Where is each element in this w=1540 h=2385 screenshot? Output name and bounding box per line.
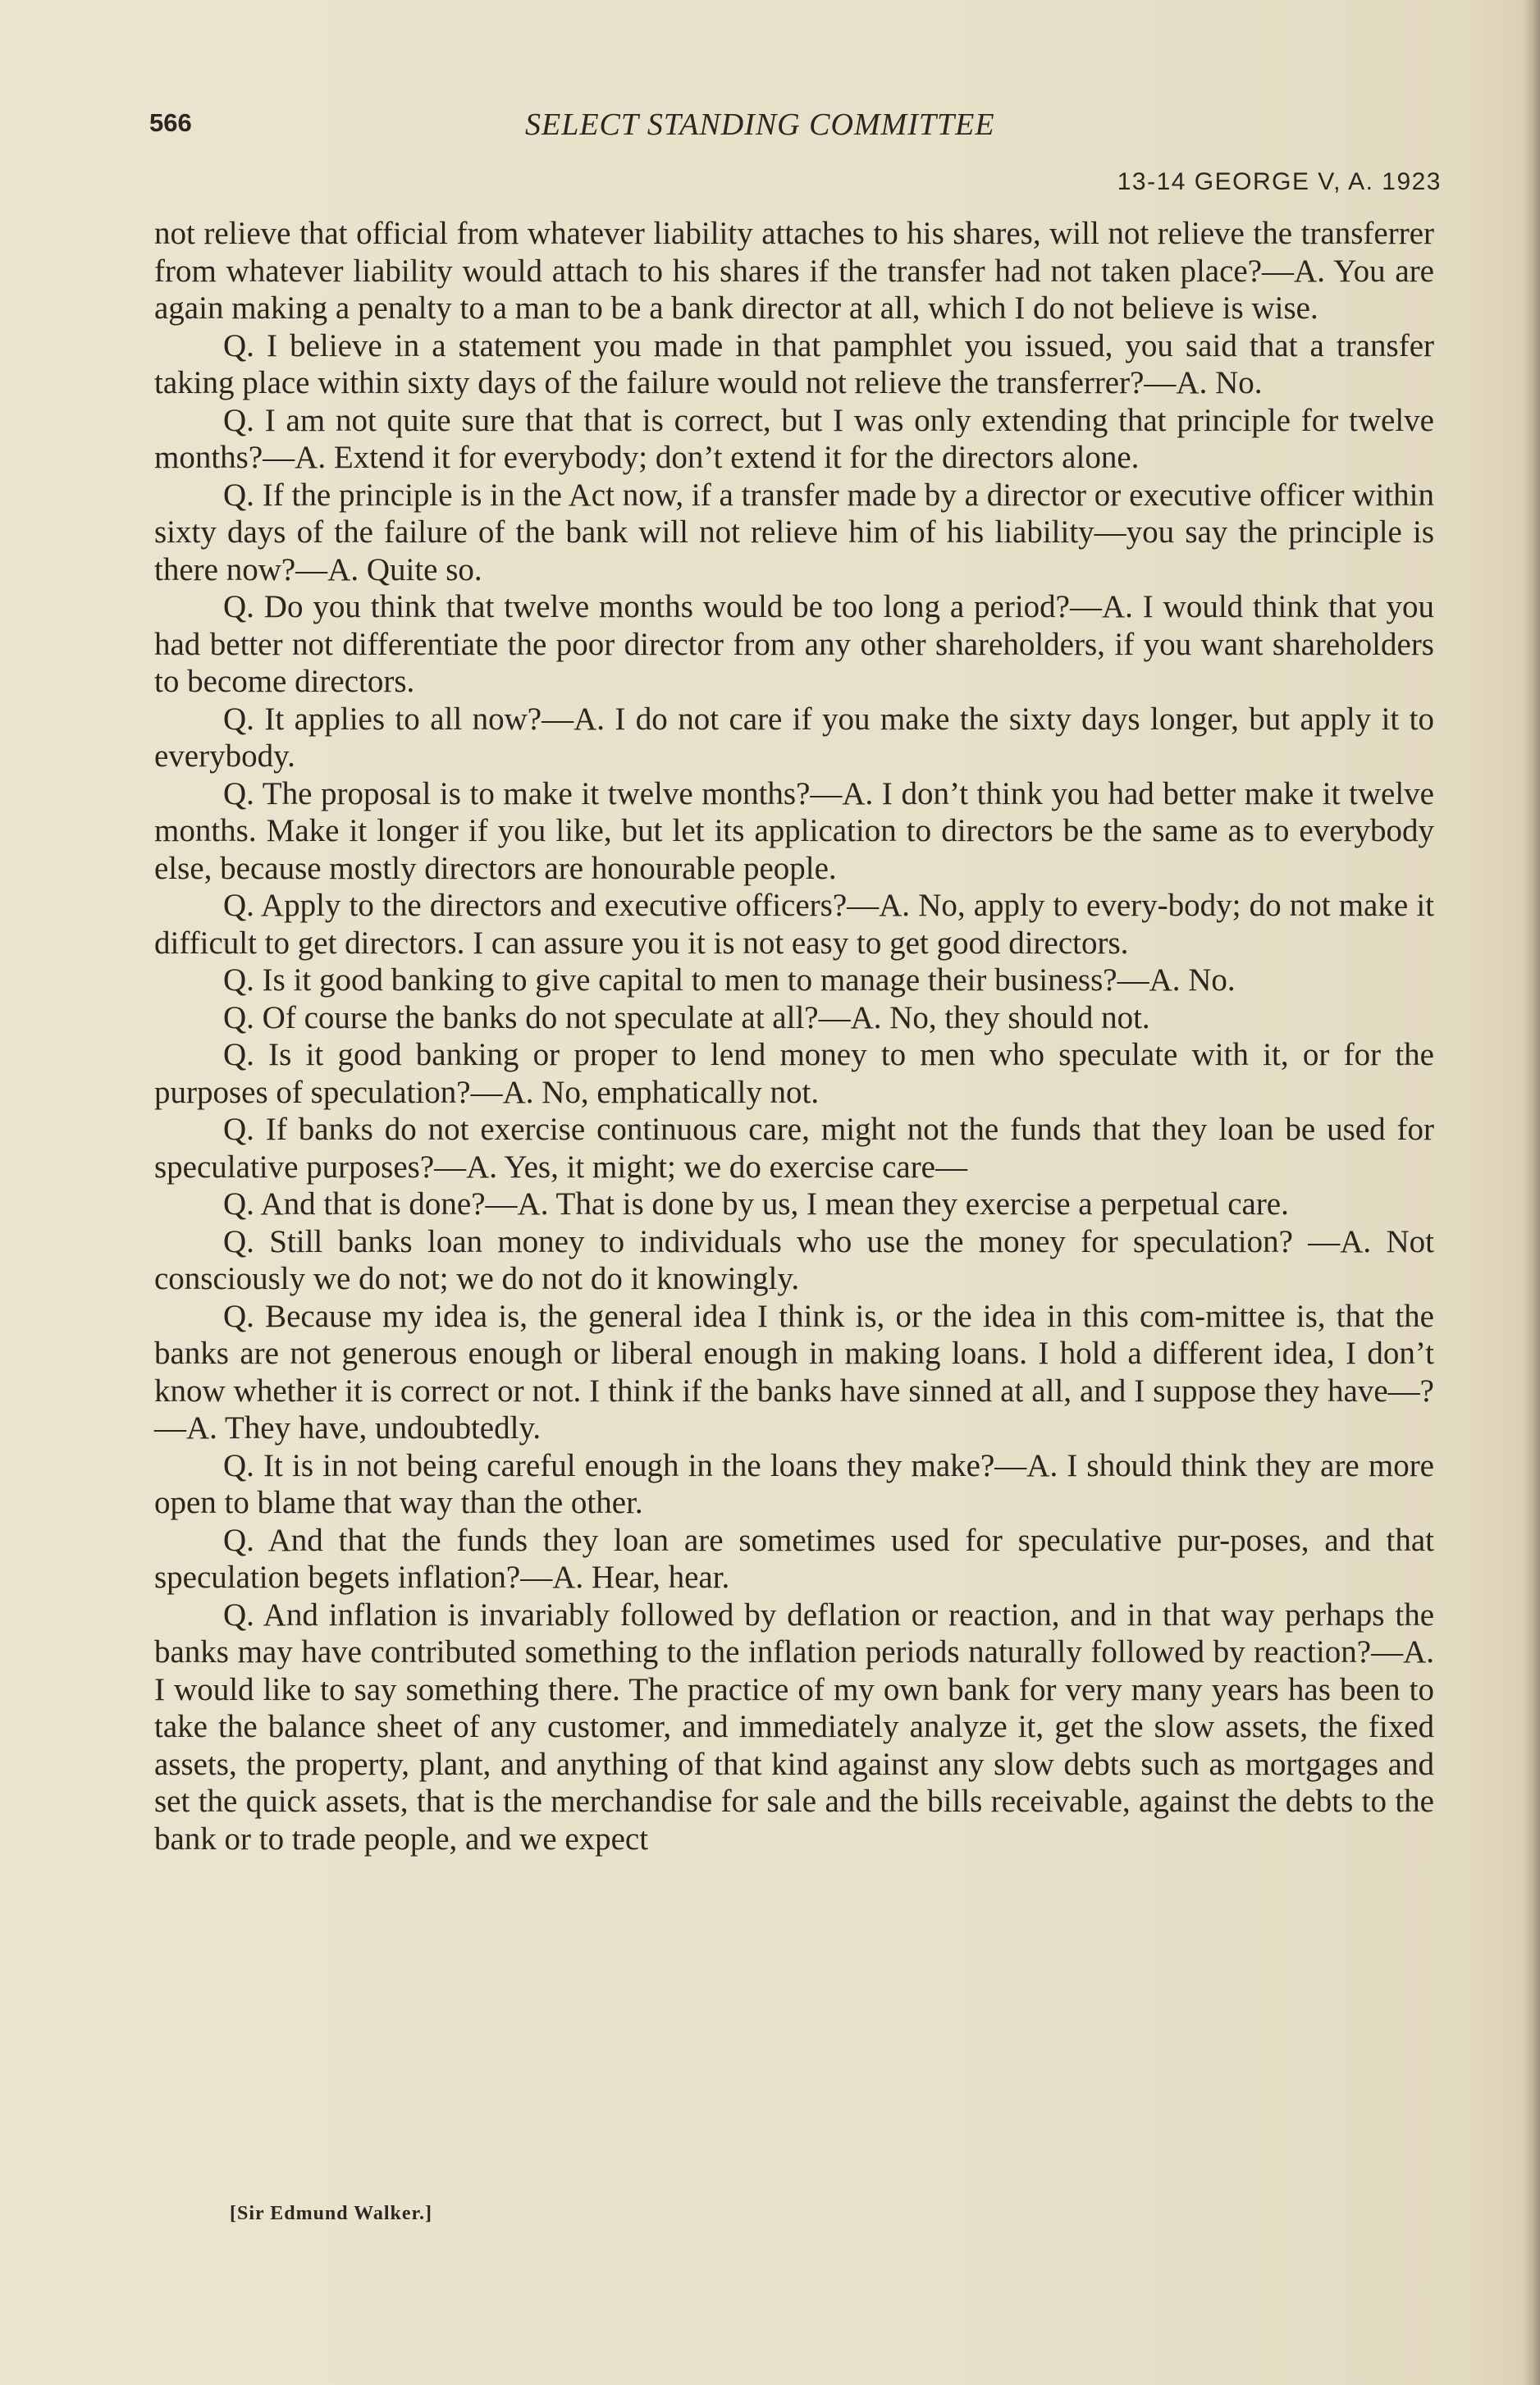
body-text — [154, 215, 1434, 1857]
paragraph: Q. Apply to the directors and executive officers?—A. No, apply to every-body; do not make it difficult to get directors. I can assure you it is not easy to get good directors. — [154, 888, 1434, 961]
paragraph: Q. Of course the banks do not speculate at all?—A. No, they should not. — [223, 999, 1150, 1035]
paragraph: Q. I believe in a statement you made in that pamphlet you issued, you said that a transfer taking place within sixty days of the failure would not relieve the transferrer?—A. No. — [154, 327, 1434, 400]
paragraph: Q. It applies to all now?—A. I do not care if you make the sixty days longer, but apply it to everybody. — [154, 701, 1434, 774]
paragraph: Q. Is it good banking to give capital to men to manage their business?—A. No. — [223, 962, 1236, 998]
page-number: 566 — [149, 108, 192, 137]
paragraph: Q. Is it good banking or proper to lend money to men who speculate with it, or for the purposes of speculation?—A. No, emphatically not. — [154, 1037, 1434, 1110]
paragraph: Q. It is in not being careful enough in the loans they make?—A. I should think they are more open to blame that way than the other. — [154, 1447, 1434, 1520]
session-line: 13-14 GEORGE V, A. 1923 — [1117, 168, 1442, 195]
paragraph: not relieve that official from whatever liability attaches to his shares, will not relieve the transferrer from whatever liability would attach to his shares if the transfer had not taken place?—A. You are again making a penalty to a man to be a bank director at all, which I do not believe is wise. — [154, 216, 1434, 326]
witness-footer: [Sir Edmund Walker.] — [230, 2203, 432, 2224]
paragraph: Q. Still banks loan money to individuals who use the money for speculation? —A. Not consciously we do not; we do not do it knowingly. — [154, 1223, 1434, 1296]
paragraph: Q. If the principle is in the Act now, if a transfer made by a director or executive officer within sixty days of the failure of the bank will not relieve him of his liability—you say the principle is there now?—A. Quite so. — [154, 477, 1434, 587]
running-head: SELECT STANDING COMMITTEE — [525, 107, 995, 142]
paragraph: Q. And that is done?—A. That is done by us, I mean they exercise a perpetual care. — [223, 1186, 1289, 1222]
paragraph: Q. And that the funds they loan are sometimes used for speculative pur-poses, and that speculation begets inflation?—A. Hear, hear. — [154, 1522, 1434, 1595]
paragraph: Q. I am not quite sure that that is correct, but I was only extending that principle for twelve months?—A. Extend it for everybody; don’t extend it for the directors alone. — [154, 402, 1434, 475]
paragraph: Q. Do you think that twelve months would be too long a period?—A. I would think that you had better not differentiate the poor director from any other shareholders, if you want shareholders to become directors. — [154, 589, 1434, 699]
binding-shadow — [1522, 0, 1540, 2385]
paragraph: Q. And inflation is invariably followed by deflation or reaction, and in that way perhaps the banks may have contributed something to the inflation periods naturally followed by reaction?—A. I would like to say something there. The practice of my own bank for very many years has been to take the balance sheet of any customer, and immediately analyze it, get the slow assets, the fixed assets, the property, plant, and anything of that kind against any slow debts such as mortgages and set the quick assets, that is the merchandise for sale and the bills receivable, against the debts to the bank or to trade people, and we expect — [154, 1597, 1434, 1857]
paragraph: Q. The proposal is to make it twelve months?—A. I don’t think you had better make it twelve months. Make it longer if you like, but let its application to directors be the same as to everybody else, because mostly directors are honourable people. — [154, 775, 1434, 886]
paragraph: Q. If banks do not exercise continuous care, might not the funds that they loan be used for speculative purposes?—A. Yes, it might; we do exercise care— — [154, 1112, 1434, 1185]
paragraph: Q. Because my idea is, the general idea I think is, or the idea in this com-mittee is, that the banks are not generous enough or liberal enough in making loans. I hold a different idea, I don’t know whether it is correct or not. I think if the banks have sinned at all, and I suppose they have—?—A. They have, undoubtedly. — [154, 1298, 1434, 1446]
